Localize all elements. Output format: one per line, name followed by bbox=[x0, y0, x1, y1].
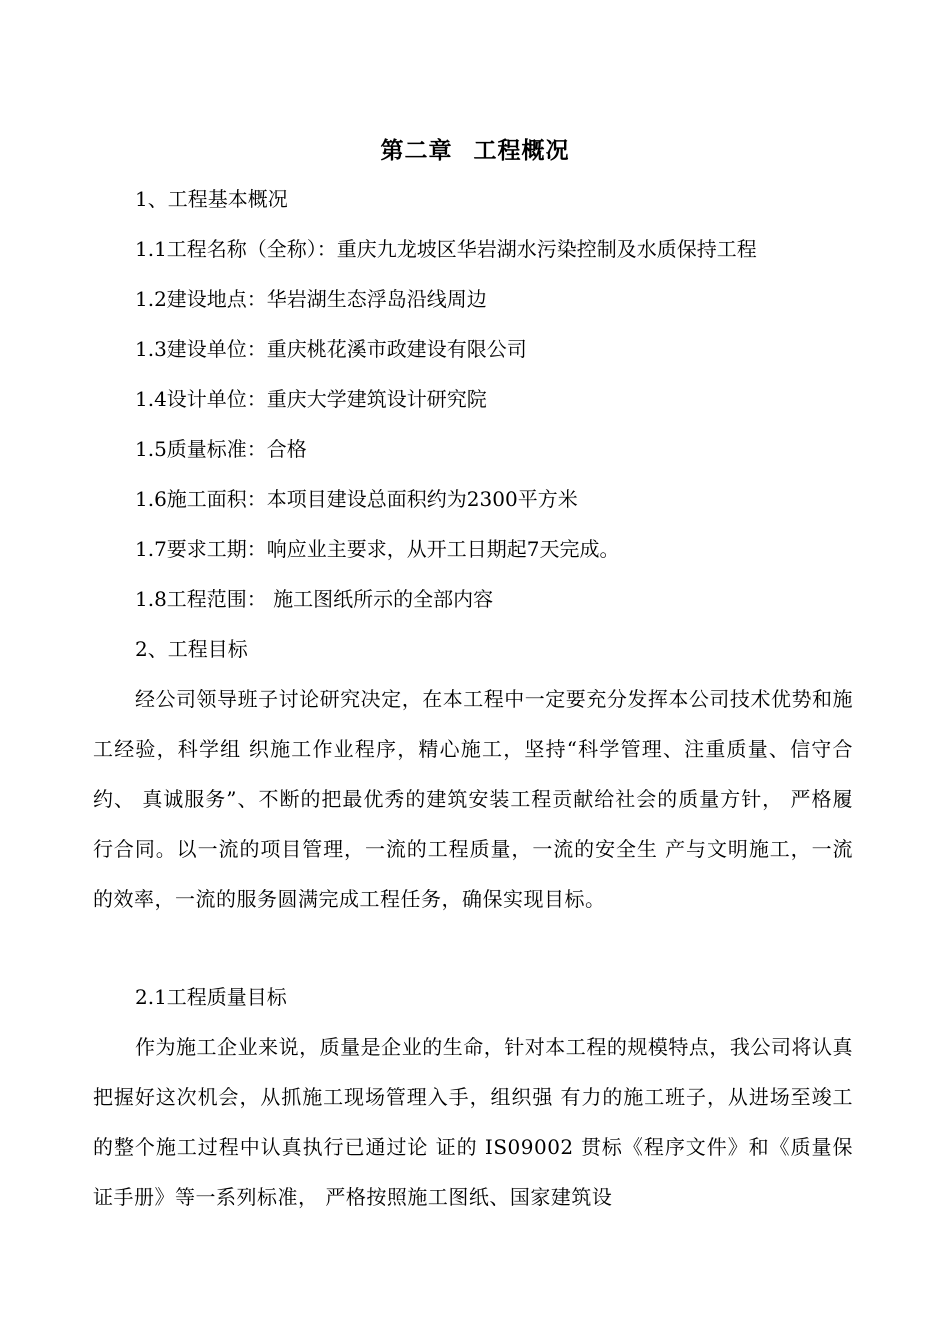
item-1-2-location: 1.2建设地点：华岩湖生态浮岛沿线周边 bbox=[135, 287, 487, 311]
section-1-heading: 1、工程基本概况 bbox=[135, 187, 288, 211]
chapter-title: 第二章 工程概况 bbox=[380, 137, 570, 164]
item-1-3-builder: 1.3建设单位：重庆桃花溪市政建设有限公司 bbox=[135, 337, 527, 361]
item-1-1-project-name: 1.1工程名称（全称）：重庆九龙坡区华岩湖水污染控制及水质保持工程 bbox=[135, 237, 757, 261]
section-2-heading: 2、工程目标 bbox=[135, 637, 248, 661]
section-2-1-heading: 2.1工程质量目标 bbox=[135, 985, 287, 1009]
item-1-4-designer: 1.4设计单位：重庆大学建筑设计研究院 bbox=[135, 387, 487, 411]
item-1-8-scope: 1.8工程范围： 施工图纸所示的全部内容 bbox=[135, 587, 494, 611]
item-1-7-duration: 1.7要求工期：响应业主要求，从开工日期起7天完成。 bbox=[135, 537, 620, 561]
section-2-paragraph: 经公司领导班子讨论研究决定，在本工程中一定要充分发挥本公司技术优势和施工经验，科学组 织施工作业程序，精心施工，坚持“科学管理、注重质量、信守合约、 真诚服务”、不断的把最优秀的建筑安装工程贡献给社会的质量方针， 严格履行合同。以一流的项目管理，一流的工程质量，一流的安全生 产与文明施工，一流的效率，一流的服务圆满完成工程任务，确保实现目标。 bbox=[93, 687, 853, 911]
item-1-5-quality-standard: 1.5质量标准：合格 bbox=[135, 437, 307, 461]
section-2-1-paragraph: 作为施工企业来说，质量是企业的生命，针对本工程的规模特点，我公司将认真把握好这次机会，从抓施工现场管理入手，组织强 有力的施工班子，从进场至竣工的整个施工过程中认真执行已通过论 证的 IS09002 贯标《程序文件》和《质量保证手册》等一系列标准， 严格按照施工图纸、国家建筑设 bbox=[93, 1035, 853, 1209]
item-1-6-area: 1.6施工面积：本项目建设总面积约为2300平方米 bbox=[135, 487, 578, 511]
